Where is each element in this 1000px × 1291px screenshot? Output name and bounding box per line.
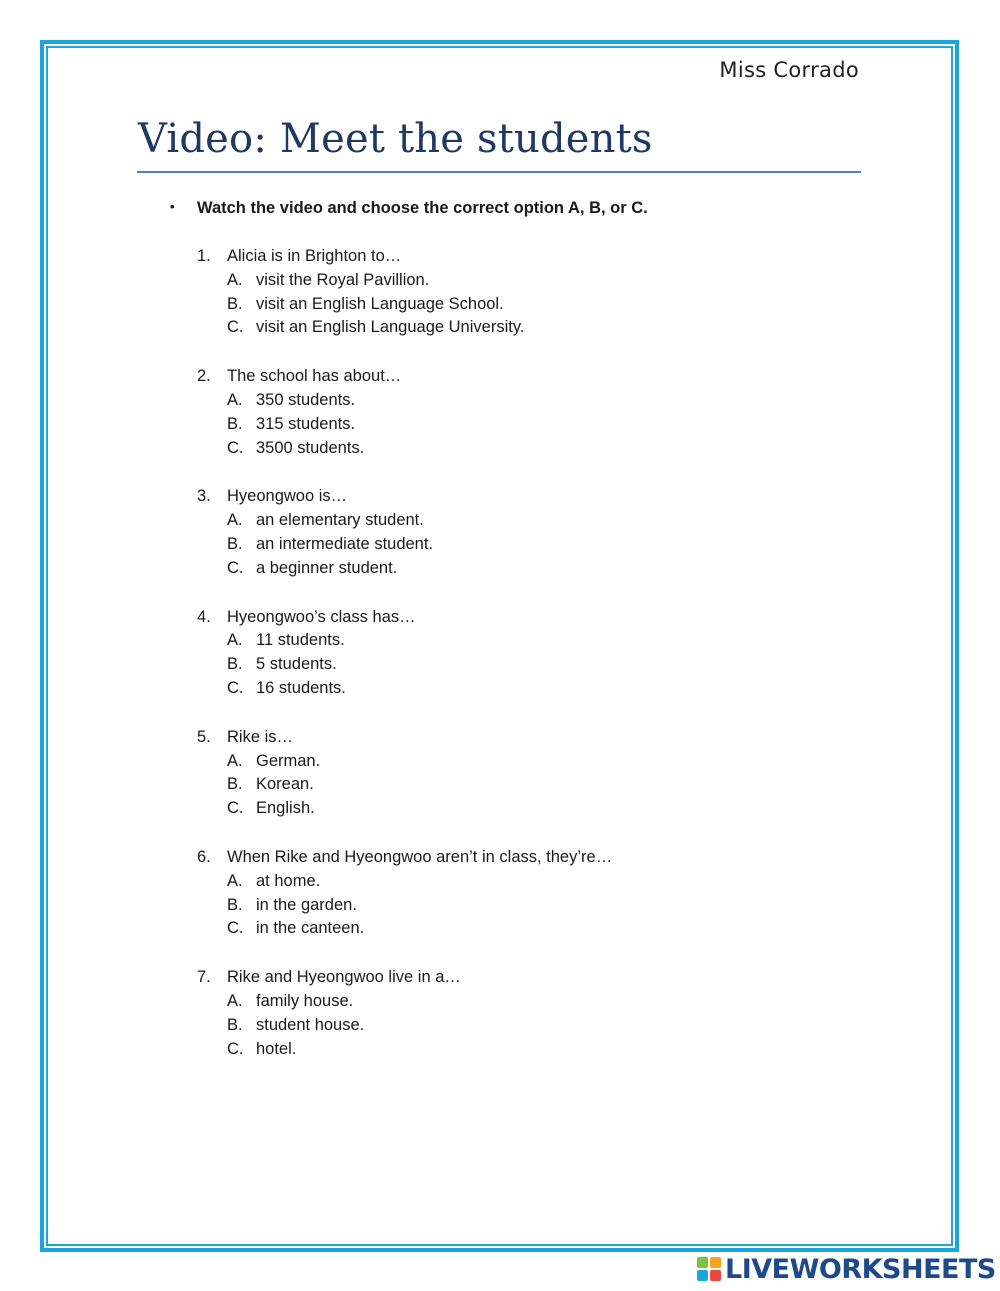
option-letter: A. [227,270,243,289]
footer-brand [697,1254,996,1284]
title-underline [137,171,861,173]
option-text: 11 students. [256,631,345,650]
option-2-b[interactable] [227,413,612,437]
question-number: 7. [197,968,211,987]
option-5-c[interactable] [227,797,612,821]
option-list [197,870,612,941]
question-5 [197,726,612,821]
question-6 [197,846,612,941]
option-3-b[interactable] [227,533,612,557]
liveworksheets-logo-icon [697,1257,721,1281]
option-3-c[interactable] [227,557,612,581]
option-letter: C. [227,438,244,457]
question-text: The school has about… [227,367,402,386]
question-number: 1. [197,247,211,265]
option-letter: B. [227,775,243,794]
question-text: Alicia is in Brighton to… [227,247,402,265]
option-list [197,990,612,1061]
option-6-b[interactable] [227,894,612,918]
logo-square [697,1257,708,1268]
logo-square [697,1270,708,1281]
option-1-c[interactable] [227,316,612,340]
author-name: Miss Corrado [719,58,859,82]
option-text: student house. [256,1015,365,1034]
question-2 [197,365,612,460]
question-text: Hyeongwoo is… [227,487,348,506]
option-7-b[interactable] [227,1014,612,1038]
option-text: visit an English Language School. [256,294,504,313]
question-line [197,846,612,870]
option-text: 16 students. [256,678,346,697]
option-list [197,269,612,340]
option-letter: C. [227,318,244,337]
question-line [197,485,612,509]
question-line [197,606,612,630]
option-text: family house. [256,991,354,1010]
option-4-b[interactable] [227,653,612,677]
question-text: Rike and Hyeongwoo live in a… [227,968,461,987]
option-text: an intermediate student. [256,534,434,553]
option-4-a[interactable] [227,629,612,653]
option-letter: A. [227,751,243,770]
option-1-a[interactable] [227,269,612,293]
option-list [197,509,612,580]
option-letter: A. [227,631,243,650]
option-letter: B. [227,414,243,433]
option-6-a[interactable] [227,870,612,894]
question-7 [197,966,612,1061]
option-5-a[interactable] [227,750,612,774]
page-title: Video: Meet the students [138,116,653,162]
question-3 [197,485,612,580]
option-list [197,750,612,821]
question-number: 6. [197,847,211,866]
bullet-icon: • [170,199,175,214]
question-4 [197,606,612,701]
option-letter: C. [227,799,244,818]
option-text: hotel. [256,1039,297,1058]
question-line [197,966,612,990]
question-number: 2. [197,367,211,386]
instruction-text: Watch the video and choose the correct option A, B, or C. [197,199,648,217]
option-text: visit the Royal Pavillion. [256,270,430,289]
option-letter: B. [227,895,243,914]
option-3-a[interactable] [227,509,612,533]
option-letter: B. [227,534,243,553]
option-letter: C. [227,558,244,577]
option-7-c[interactable] [227,1038,612,1062]
question-list [197,245,612,1086]
option-2-c[interactable] [227,437,612,461]
option-text: 350 students. [256,390,356,409]
question-text: Rike is… [227,727,294,746]
option-text: 315 students. [256,414,356,433]
brand-name: LIVEWORKSHEETS [725,1253,996,1285]
option-text: in the canteen. [256,919,365,938]
question-text: Hyeongwoo’s class has… [227,607,416,626]
instruction [170,199,648,218]
option-2-a[interactable] [227,389,612,413]
option-text: an elementary student. [256,511,424,530]
question-number: 4. [197,607,211,626]
logo-square [710,1270,721,1281]
question-number: 5. [197,727,211,746]
option-5-b[interactable] [227,773,612,797]
option-1-b[interactable] [227,293,612,317]
option-letter: B. [227,294,243,313]
option-letter: A. [227,511,243,530]
option-letter: B. [227,655,243,674]
question-line [197,365,612,389]
question-line [197,726,612,750]
option-6-c[interactable] [227,917,612,941]
option-text: German. [256,751,321,770]
logo-square [710,1257,721,1268]
option-letter: A. [227,991,243,1010]
option-letter: A. [227,390,243,409]
option-list [197,629,612,700]
option-4-c[interactable] [227,677,612,701]
option-7-a[interactable] [227,990,612,1014]
question-text: When Rike and Hyeongwoo aren’t in class, they’re… [227,847,613,866]
option-text: English. [256,799,315,818]
option-letter: B. [227,1015,243,1034]
option-text: visit an English Language University. [256,318,525,337]
option-text: 3500 students. [256,438,365,457]
option-text: at home. [256,871,321,890]
option-letter: A. [227,871,243,890]
option-text: a beginner student. [256,558,398,577]
option-text: 5 students. [256,655,337,674]
question-1 [197,245,612,340]
option-letter: C. [227,1039,244,1058]
option-list [197,389,612,460]
option-letter: C. [227,919,244,938]
option-text: Korean. [256,775,314,794]
question-number: 3. [197,487,211,506]
option-letter: C. [227,678,244,697]
question-line [197,245,612,269]
option-text: in the garden. [256,895,357,914]
